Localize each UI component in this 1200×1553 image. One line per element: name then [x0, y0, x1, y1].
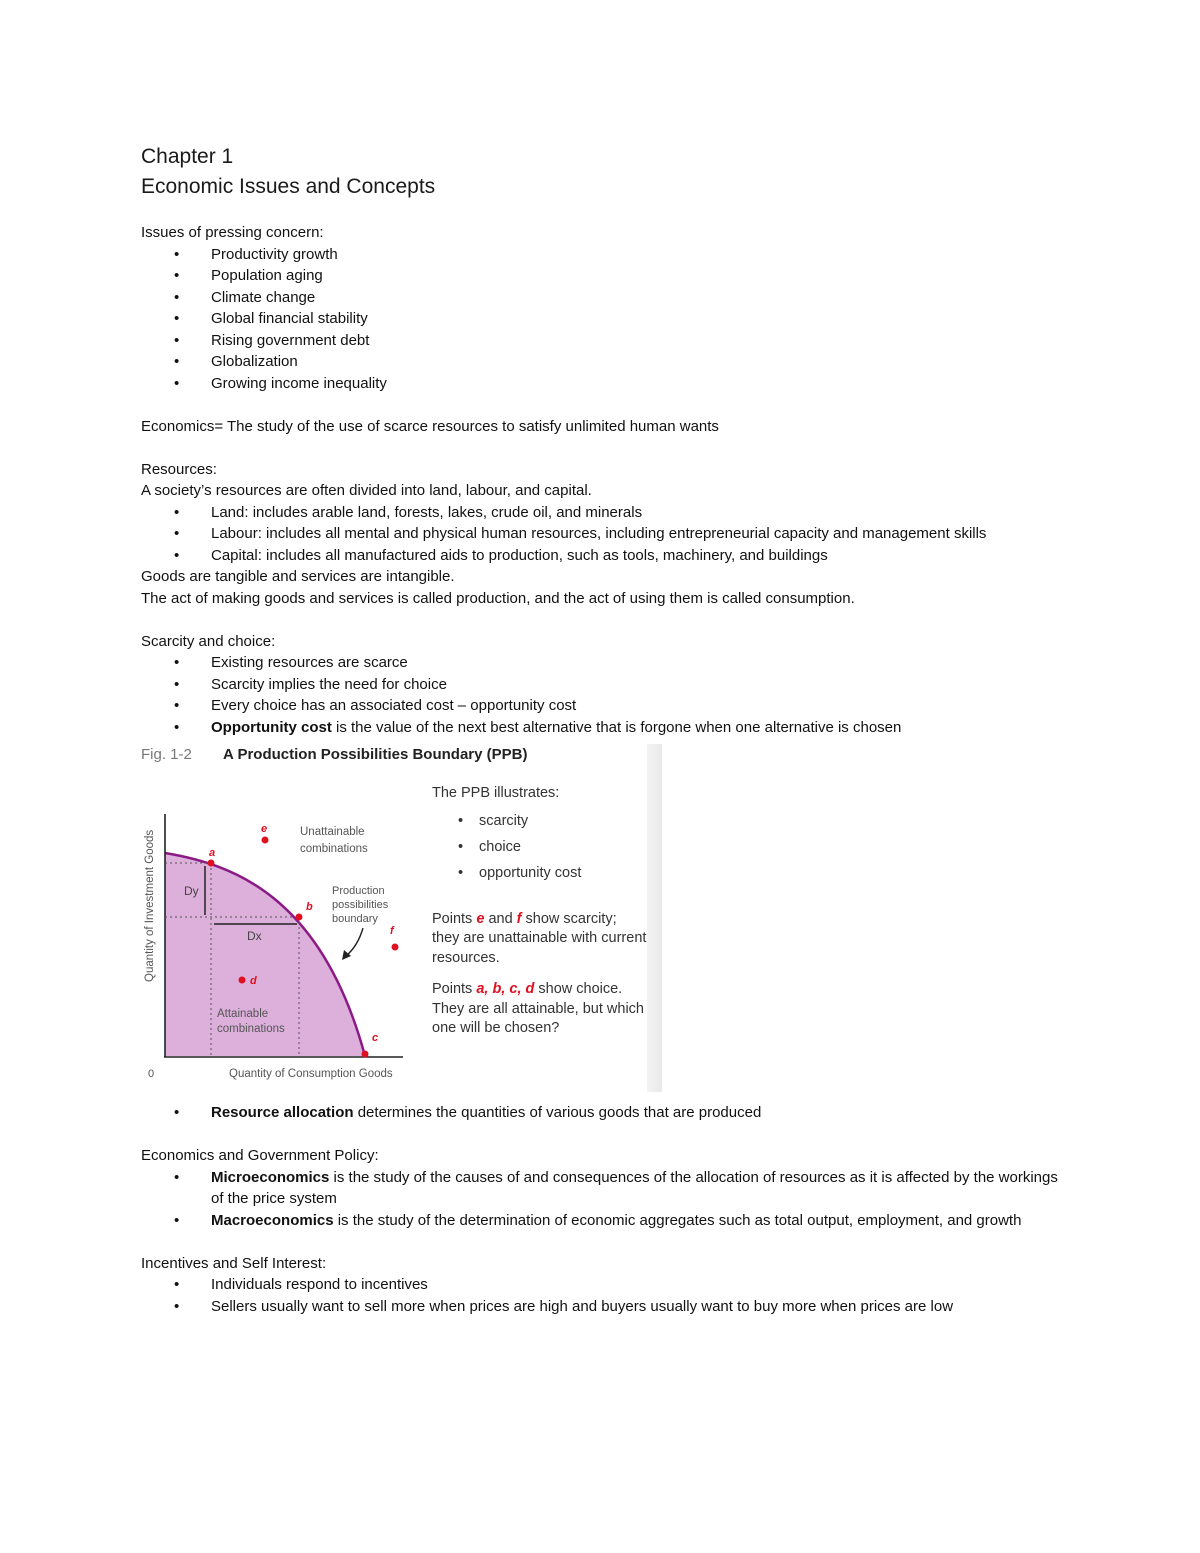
- label-line: combinations: [217, 1023, 285, 1035]
- point-c-label: c: [372, 1032, 379, 1044]
- figure-number: Fig. 1-2: [141, 746, 192, 763]
- issues-intro: Issues of pressing concern:: [141, 224, 324, 241]
- note-text: and: [484, 910, 517, 927]
- scarcity-list: [141, 652, 1061, 738]
- issues-list: [141, 244, 1061, 395]
- list-item: • Existing resources are scarce: [141, 652, 1061, 674]
- dy-label: Dy: [184, 884, 199, 898]
- spacer: [141, 202, 1061, 222]
- spacer: [141, 1124, 1061, 1146]
- figure-sidebar: [432, 784, 647, 1039]
- scarcity-note: [432, 910, 647, 969]
- spacer: [141, 437, 1061, 459]
- resources-intro: A society’s resources are often divided into land, labour, and capital.: [141, 482, 592, 499]
- term: Resource allocation: [211, 1104, 354, 1121]
- dx-label: Dx: [247, 929, 262, 943]
- label-line: combinations: [300, 843, 368, 855]
- point-b-label: b: [306, 901, 313, 913]
- list-item: • choice: [432, 834, 647, 860]
- note-text: Points: [432, 910, 477, 927]
- definition-text: is the value of the next best alternative that is forgone when one alternative is chosen: [331, 718, 902, 736]
- allocation-list: [141, 1102, 1061, 1124]
- list-item: • Global financial stability: [141, 308, 1061, 330]
- list-item: [141, 1102, 1061, 1124]
- y-axis-label: Quantity of Investment Goods: [144, 829, 156, 982]
- goods-sentence: Goods are tangible and services are intangible.: [141, 568, 455, 585]
- list-item: • opportunity cost: [432, 860, 647, 886]
- note-text: Points: [432, 981, 477, 997]
- point-a: [208, 860, 215, 867]
- sidebar-list: [432, 808, 647, 886]
- point-f-label: f: [390, 925, 394, 937]
- spacer: [141, 394, 1061, 416]
- label-line: possibilities: [332, 899, 389, 911]
- x-axis-label: Quantity of Consumption Goods: [229, 1068, 393, 1080]
- list-item: • Individuals respond to incentives: [141, 1274, 1061, 1296]
- point-e-label: e: [261, 823, 268, 835]
- label-line: Production: [332, 885, 385, 897]
- list-item: • Capital: includes all manufactured aids to production, such as tools, machinery, and buildings: [141, 545, 1061, 567]
- incentives-heading: Incentives and Self Interest:: [141, 1254, 327, 1272]
- incentives-list: [141, 1274, 1061, 1317]
- point-e: [262, 837, 269, 844]
- list-item: • Growing income inequality: [141, 373, 1061, 395]
- spacer: [141, 1231, 1061, 1253]
- figure-shade: [647, 744, 662, 1092]
- policy-list: [141, 1167, 1061, 1232]
- ppb-diagram: [141, 744, 431, 1092]
- term: Microeconomics: [211, 1168, 330, 1186]
- list-item: • Land: includes arable land, forests, lakes, crude oil, and minerals: [141, 502, 1061, 524]
- point-name: e: [476, 910, 485, 927]
- label-line: boundary: [332, 913, 378, 925]
- boundary-arrow: [346, 928, 363, 956]
- list-item: • Climate change: [141, 287, 1061, 309]
- list-item: • Every choice has an associated cost – opportunity cost: [141, 695, 1061, 717]
- definition-text: determines the quantities of various goods that are produced: [353, 1104, 762, 1121]
- list-item: • scarcity: [432, 808, 647, 834]
- choice-note: [432, 980, 647, 1039]
- boundary-label: [332, 885, 391, 925]
- chapter-title: Economic Issues and Concepts: [141, 175, 436, 198]
- production-sentence: The act of making goods and services is called production, and the act of using them is called consumption.: [141, 589, 855, 607]
- point-c: [362, 1051, 369, 1058]
- figure-title: A Production Possibilities Boundary (PPB): [223, 746, 528, 763]
- chapter-number: Chapter 1: [141, 145, 234, 168]
- list-item: • Rising government debt: [141, 330, 1061, 352]
- term: Opportunity cost: [211, 718, 332, 736]
- list-item: • Sellers usually want to sell more when prices are high and buyers usually want to buy more when prices are low: [141, 1296, 1061, 1318]
- document-page: [141, 142, 1061, 1317]
- point-names: a, b, c, d: [476, 981, 535, 997]
- term: Macroeconomics: [211, 1211, 334, 1229]
- list-item: • Labour: includes all mental and physical human resources, including entrepreneurial capacity and management skills: [141, 523, 1061, 545]
- list-item: • Scarcity implies the need for choice: [141, 674, 1061, 696]
- label-line: Attainable: [217, 1008, 269, 1020]
- point-f: [392, 944, 399, 951]
- point-b: [296, 914, 303, 921]
- ppb-figure: [141, 744, 662, 1092]
- policy-heading: Economics and Government Policy:: [141, 1147, 379, 1164]
- list-item: [141, 717, 1061, 739]
- point-d: [239, 977, 246, 984]
- list-item: • Population aging: [141, 265, 1061, 287]
- list-item: [141, 1167, 1061, 1210]
- label-line: Unattainable: [300, 826, 365, 838]
- definition-text: is the study of the causes of and consequences of the allocation of resources as it is affected by the workings of the price system: [211, 1168, 1058, 1207]
- definition-text: is the study of the determination of economic aggregates such as total output, employment, and growth: [333, 1211, 1022, 1229]
- note-text: show scarcity; they are unattainable with current resources.: [432, 910, 647, 966]
- spacer: [141, 609, 1061, 631]
- list-item: [141, 1210, 1061, 1232]
- point-d-label: d: [250, 975, 257, 987]
- note-text: show choice. They are all attainable, but which one will be chosen?: [432, 981, 644, 1036]
- economics-definition: Economics= The study of the use of scarce resources to satisfy unlimited human wants: [141, 417, 719, 435]
- resources-heading: Resources:: [141, 460, 217, 478]
- list-item: • Productivity growth: [141, 244, 1061, 266]
- unattainable-label: [300, 826, 368, 855]
- point-a-label: a: [209, 847, 216, 859]
- point-name: f: [516, 910, 522, 927]
- sidebar-heading: The PPB illustrates:: [432, 785, 560, 801]
- origin-label: 0: [148, 1068, 155, 1080]
- resources-list: [141, 502, 1061, 567]
- list-item: • Globalization: [141, 351, 1061, 373]
- scarcity-heading: Scarcity and choice:: [141, 632, 276, 650]
